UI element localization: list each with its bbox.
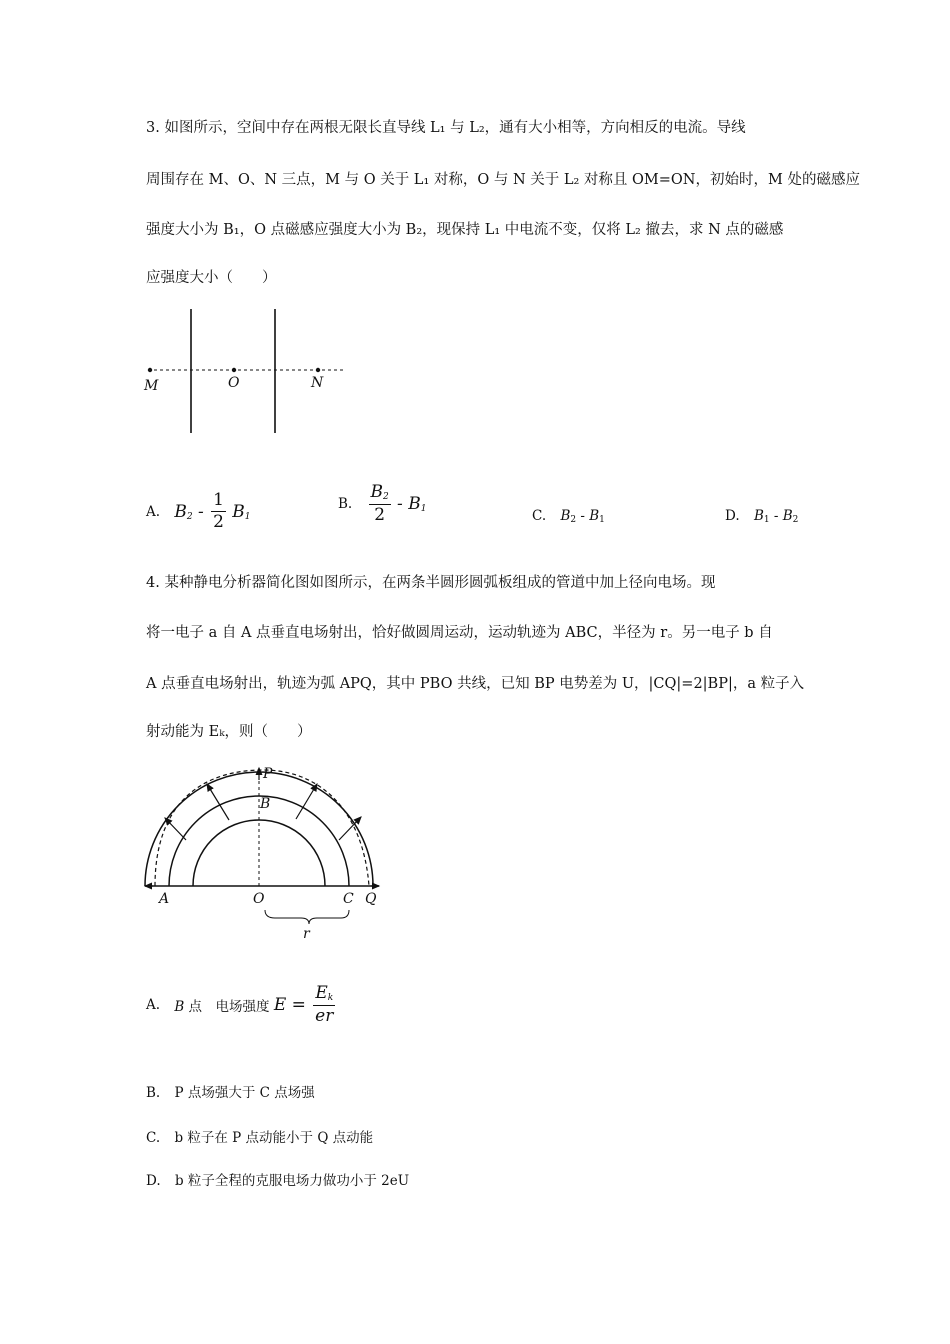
q4-option-b-key: B.	[146, 1085, 161, 1101]
label-o: O	[253, 891, 265, 907]
q4-option-a[interactable]: A. B 点 电场强度 E = $\frac{E_k}{er}$	[146, 983, 334, 1026]
q3-option-c[interactable]: C. $B_2 - B_1$	[532, 508, 605, 525]
q4-line-2: 将一电子 a 自 A 点垂直电场射出，恰好做圆周运动，运动轨迹为 ABC，半径为 r。另一电子 b 自	[146, 625, 773, 641]
q3-option-a-key: A.	[146, 503, 161, 520]
q3-line-2: 周围存在 M、O、N 三点，M 与 O 关于 L₁ 对称，O 与 N 关于 L₂ 对称且 OM=ON，初始时，M 处的磁感应	[146, 172, 860, 188]
q4-analyzer-figure	[135, 760, 395, 945]
q4-option-b-text: P 点场强大于 C 点场强	[174, 1085, 315, 1101]
dashed-trajectory-apq	[155, 770, 369, 886]
label-p: P	[263, 766, 273, 782]
q3-option-d-key: D.	[725, 508, 740, 524]
q4-line-4: 射动能为 Eₖ，则（ ）	[146, 724, 312, 740]
label-q: Q	[365, 891, 377, 907]
q3-wire-figure	[140, 305, 360, 445]
q4-option-d[interactable]	[146, 1169, 409, 1189]
point-m-dot	[148, 368, 152, 372]
q3-option-b-key: B.	[338, 496, 353, 512]
q3-option-a[interactable]: A. $B_2$ - $\frac{1}{2}$ $B_1$	[146, 490, 251, 532]
q4-option-c-text: b 粒子在 P 点动能小于 Q 点动能	[174, 1130, 374, 1146]
point-n-dot	[316, 368, 320, 372]
q3-option-b[interactable]: B. $\frac{B_2}{2}$ - $B_1$	[338, 482, 427, 525]
label-c: C	[343, 891, 354, 907]
label-b: B	[260, 796, 271, 812]
q4-option-c-key: C.	[146, 1130, 161, 1146]
q4-option-d-text: b 粒子全程的克服电场力做功小于 2eU	[174, 1173, 410, 1189]
q3-line-4: 应强度大小（ ）	[146, 270, 277, 286]
q4-line-3: A 点垂直电场射出，轨迹为弧 APQ，其中 PBO 共线，已知 BP 电势差为 U，|CQ|=2|BP|，a 粒子入	[146, 676, 805, 692]
q4-option-a-key: A.	[146, 997, 161, 1013]
label-a: A	[159, 891, 170, 907]
field-arrow-1	[165, 818, 186, 840]
label-r: r	[303, 926, 310, 942]
brace-r	[265, 910, 349, 924]
q4-option-b[interactable]	[146, 1081, 315, 1101]
q4-option-d-key: D.	[146, 1173, 161, 1189]
q3-line-3: 强度大小为 B₁，O 点磁感应强度大小为 B₂，现保持 L₁ 中电流不变，仅将 L₂ 撤去，求 N 点的磁感	[146, 222, 784, 238]
q3-line-1: 3. 如图所示，空间中存在两根无限长直导线 L₁ 与 L₂，通有大小相等，方向相反的电流。导线	[146, 120, 746, 136]
point-o-dot	[232, 368, 236, 372]
q3-option-d[interactable]: D. $B_1 - B_2$	[725, 508, 799, 525]
label-m: M	[144, 378, 159, 394]
q4-option-c[interactable]	[146, 1126, 373, 1146]
label-n: N	[311, 375, 324, 391]
label-o: O	[228, 375, 240, 391]
q4-line-1: 4. 某种静电分析器简化图如图所示，在两条半圆形圆弧板组成的管道中加上径向电场。现	[146, 575, 716, 591]
q3-option-c-key: C.	[532, 508, 547, 524]
